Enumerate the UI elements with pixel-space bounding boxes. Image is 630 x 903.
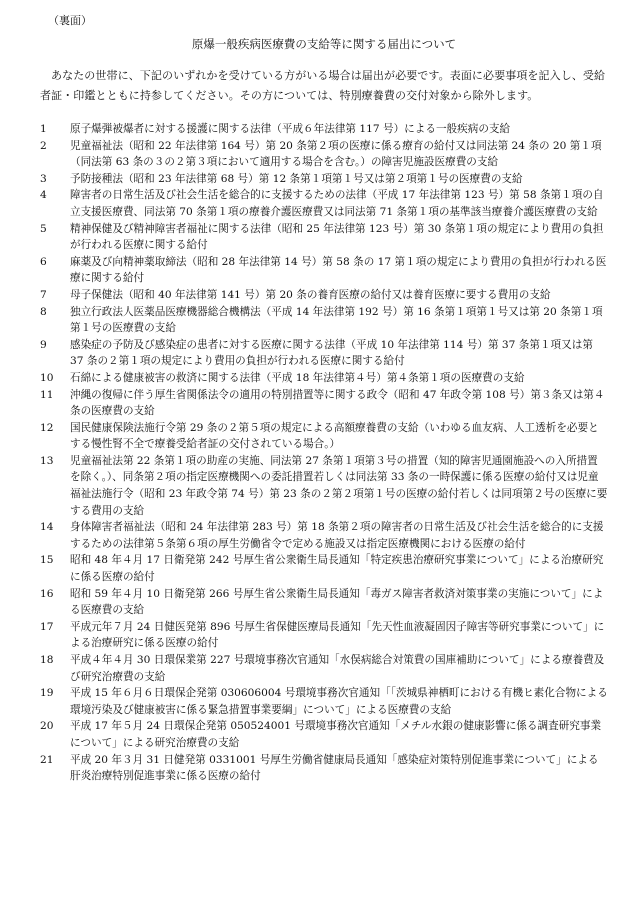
list-item-number: 12 <box>40 421 54 434</box>
side-label: （裏面） <box>48 14 92 27</box>
list-item <box>40 552 608 585</box>
list-item <box>40 304 608 337</box>
list-item <box>40 171 608 188</box>
list-item-number: 2 <box>40 139 47 152</box>
list-item-text: 平成 17 年５月 24 日環保企発第 050524001 号環境事務次官通知「メチル水銀の健康影響に係る調査研究事業について」による研究治療費の支給 <box>70 720 602 749</box>
list-item-number: 15 <box>40 554 54 567</box>
list-item-text: 平成元年７月 24 日健医発第 896 号厚生省保健医療局長通知「先天性血液凝固因子障害等研究事業について」による治療研究に係る医療の給付 <box>70 620 605 650</box>
intro-paragraph: あなたの世帯に、下記のいずれかを受けている方がいる場合は届出が必要です。表面に必要事項を記入し、受給者証・印鑑とともに持参してください。その方については、特別療養費の交付対象から除外します。 <box>40 69 606 102</box>
list-item-number: 19 <box>40 687 54 700</box>
list-item <box>40 287 608 304</box>
list-item-text: 国民健康保険法施行令第 29 条の２第５項の規定による高額療養費の支給（いわゆる血友病、人工透析を必要とする慢性腎不全で療養受給者証の交付されている場合。） <box>70 421 599 451</box>
list-item <box>40 420 608 453</box>
list-item-number: 16 <box>40 587 54 600</box>
list-item-number: 7 <box>40 288 47 301</box>
list-item-text: 平成４年４月 30 日環保業第 227 号環境事務次官通知「水俣病総合対策費の国庫補助について」による療養費及び研究治療費の支給 <box>70 654 605 683</box>
list-item-number: 5 <box>40 222 47 235</box>
list-item-text: 障害者の日常生活及び社会生活を総合的に支援するための法律（平成 17 年法律第 123 号）第 58 条第１項の自立支援医療費、同法第 70 条第１項の療養介護医療費又は同法第 71 条第１項の基準該当療養介護医療費の支給 <box>70 189 604 218</box>
list-item <box>40 121 608 138</box>
list-item-number: 11 <box>40 388 54 401</box>
list-item-text: 児童福祉法第 22 条第１項の助産の実施、同法第 27 条第１項第３号の措置（知的障害児通園施設への入所措置を除く。）、同条第２項の指定医療機関への委託措置若しくは同法第 33 条の一時保護に係る医療の給付又は児童福祉法施行令（昭和 23 年政令第 74 号）第 23 条の２第２項第１号の医療の給付若しくは同項第２号の医療に要する費用の支給 <box>70 454 608 517</box>
list-item <box>40 586 608 619</box>
list-item-number: 13 <box>40 454 54 467</box>
list-item-number: 10 <box>40 371 54 384</box>
list-item-number: 17 <box>40 620 54 633</box>
list-item <box>40 453 608 519</box>
list-item <box>40 619 608 652</box>
list-item-text: 感染症の予防及び感染症の患者に対する医療に関する法律（平成 10 年法律第 114 号）第 37 条第１項又は第 37 条の２第１項の規定により費用の負担が行われる医療に関する給付 <box>70 338 593 368</box>
list-item <box>40 652 608 685</box>
list-item <box>40 387 608 420</box>
list-item <box>40 519 608 552</box>
list-item-text: 麻薬及び向精神薬取締法（昭和 28 年法律第 14 号）第 58 条の 17 第１項の規定により費用の負担が行われる医療に関する給付 <box>70 255 607 285</box>
list-item <box>40 337 608 370</box>
list-item-number: 9 <box>40 338 47 351</box>
list-item <box>40 370 608 387</box>
page-title: 原爆一般疾病医療費の支給等に関する届出について <box>191 37 457 51</box>
list-item-text: 昭和 48 年４月 17 日衛発第 242 号厚生省公衆衛生局長通知「特定疾患治療研究事業について」による治療研究に係る医療の給付 <box>70 554 604 584</box>
list-item <box>40 221 608 254</box>
list-item-text: 平成 15 年６月６日環保企発第 030606004 号環境事務次官通知「「茨城県神栖町における有機ヒ素化合物による環境汚染及び健康被害に係る緊急措置事業要綱」について」による医療費の支給 <box>70 687 608 716</box>
list-item-number: 6 <box>40 255 47 268</box>
benefit-list <box>40 121 608 785</box>
list-item-number: 4 <box>40 189 47 202</box>
list-item-number: 18 <box>40 654 54 666</box>
list-item-text: 独立行政法人医薬品医療機器総合機構法（平成 14 年法律第 192 号）第 16 条第１項第１号又は第 20 条第１項第１号の医療費の支給 <box>70 305 603 335</box>
list-item <box>40 752 608 785</box>
list-item-text: 平成 20 年３月 31 日健発第 0331001 号厚生労働省健康局長通知「感染症対策特別促進事業について」による肝炎治療特別促進事業に係る医療の給付 <box>70 753 599 783</box>
list-item-number: 8 <box>40 305 47 318</box>
list-item <box>40 254 608 287</box>
list-item-number: 14 <box>40 521 54 534</box>
list-item-number: 3 <box>40 172 47 185</box>
list-item <box>40 138 608 171</box>
list-item-text: 予防接種法（昭和 23 年法律第 68 号）第 12 条第１項第１号又は第２項第１号の医療費の支給 <box>70 172 523 185</box>
list-item-text: 精神保健及び精神障害者福祉に関する法律（昭和 25 年法律第 123 号）第 30 条第１項の規定により費用の負担が行われる医療に関する給付 <box>70 222 604 252</box>
list-item-number: 21 <box>40 753 54 766</box>
list-item-text: 身体障害者福祉法（昭和 24 年法律第 283 号）第 18 条第２項の障害者の日常生活及び社会生活を総合的に支援するための法律第５条第６項の厚生労働省令で定める施設又は指定医療機関における医療の給付 <box>70 521 604 550</box>
list-item-number: 1 <box>40 123 47 135</box>
list-item <box>40 718 608 751</box>
list-item-text: 母子保健法（昭和 40 年法律第 141 号）第 20 条の養育医療の給付又は養育医療に要する費用の支給 <box>70 288 551 301</box>
list-item-text: 児童福祉法（昭和 22 年法律第 164 号）第 20 条第２項の医療に係る療育の給付又は同法第 24 条の 20 第１項（同法第 63 条の３の２第３項において適用する場合を含む。）の障害児施設医療費の支給 <box>70 139 602 169</box>
list-item <box>40 685 608 718</box>
list-item-text: 沖縄の復帰に伴う厚生省関係法令の適用の特別措置等に関する政令（昭和 47 年政令第 108 号）第３条又は第４条の医療費の支給 <box>70 388 605 418</box>
list-item <box>40 187 608 220</box>
list-item-text: 石綿による健康被害の救済に関する法律（平成 18 年法律第４号）第４条第１項の医療費の支給 <box>70 371 525 384</box>
list-item-text: 原子爆弾被爆者に対する援護に関する法律（平成６年法律第 117 号）による一般疾病の支給 <box>70 123 511 135</box>
list-item-text: 昭和 59 年４月 10 日衛発第 266 号厚生省公衆衛生局長通知「毒ガス障害者救済対策事業の実施について」による医療費の支給 <box>70 587 604 617</box>
list-item-number: 20 <box>40 720 54 733</box>
